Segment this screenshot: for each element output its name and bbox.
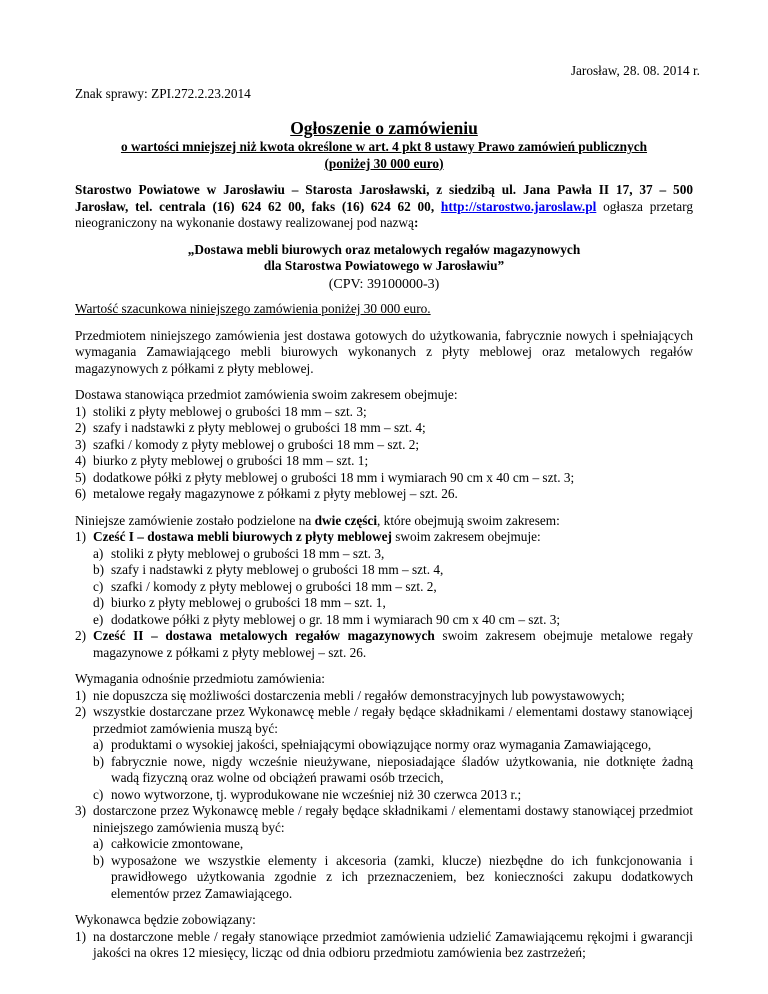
- intro-text: ogłasza przetarg nieograniczony na wykonanie dostawy realizowanej pod nazwą: [75, 198, 694, 230]
- list-item: [75, 470, 693, 487]
- item-letter: c): [93, 786, 104, 802]
- subtitle-line-1: o wartości mniejszej niż kwota określone w art. 4 pkt 8 ustawy Prawo zamówień publicznych: [120, 139, 648, 154]
- item-number: 4): [75, 453, 87, 468]
- requirements-section: [75, 671, 693, 902]
- parts-intro: [75, 513, 693, 530]
- item-text: fabrycznie nowe, nigdy wcześnie nieużywane, nieposiadające śladów użytkowania, nie dotknięte żadną wadą fizyczną oraz wolne od obciążeń prawami osób trzecich,: [111, 753, 693, 785]
- item-text: [93, 529, 693, 546]
- document-title: Ogłoszenie o zamówieniu: [290, 118, 478, 138]
- list-item: [75, 404, 693, 421]
- item-number: 1): [75, 403, 87, 419]
- item-text: nie dopuszcza się możliwości dostarczenia mebli / regałów demonstracyjnych lub powystawowych;: [93, 687, 625, 703]
- item-text: stoliki z płyty meblowej o grubości 18 mm – szt. 3,: [111, 545, 385, 561]
- item-text: produktami o wysokiej jakości, spełniającymi obowiązujące normy oraz wymagania Zamawiającego,: [111, 737, 652, 752]
- item-text: wyposażone we wszystkie elementy i akcesoria (zamki, klucze) niezbędne do ich funkcjonowania i prawidłowego użytkowania zgodnie z ich przeznaczeniem, bez konieczności zakupu dodatkowych elementów przez Zamawiającego.: [111, 852, 693, 901]
- order-name-line-2: dla Starostwa Powiatowego w Jarosławiu”: [263, 258, 505, 273]
- list-item: [93, 836, 693, 853]
- list-item: [75, 453, 693, 470]
- list-item: [75, 803, 693, 836]
- scope-intro: Dostawa stanowiąca przedmiot zamówienia swoim zakresem obejmuje:: [75, 387, 458, 402]
- item-letter: a): [93, 545, 104, 561]
- item-letter: a): [93, 737, 104, 752]
- part-1: [75, 529, 693, 546]
- item-letter: b): [93, 753, 105, 769]
- item-text: szafki / komody z płyty meblowej o grubości 18 mm – szt. 2;: [93, 436, 420, 452]
- case-number: Znak sprawy: ZPI.272.2.23.2014: [75, 86, 251, 101]
- item-letter: c): [93, 578, 104, 594]
- item-text: stoliki z płyty meblowej o grubości 18 mm – szt. 3;: [93, 403, 367, 419]
- place-date: Jarosław, 28. 08. 2014 r.: [570, 63, 700, 78]
- list-item: [75, 420, 693, 437]
- parts-intro-text: Niniejsze zamówienie zostało podzielone na: [75, 512, 315, 528]
- obligations-intro: Wykonawca będzie zobowiązany:: [75, 912, 256, 927]
- estimated-value: Wartość szacunkowa niniejszego zamówienia poniżej 30 000 euro.: [75, 301, 431, 316]
- item-text: biurko z płyty meblowej o grubości 18 mm – szt. 1;: [93, 453, 369, 468]
- order-name: [75, 242, 693, 275]
- list-item: [93, 579, 693, 596]
- item-text: wszystkie dostarczane przez Wykonawcę meble / regały będące składnikami / elementami dostawy stanowiącej przedmiot zamówienia muszą być:: [93, 704, 693, 736]
- item-letter: d): [93, 595, 105, 610]
- requirement-2-items: [75, 737, 693, 803]
- list-item: [75, 929, 693, 962]
- item-text: szafki / komody z płyty meblowej o grubości 18 mm – szt. 2,: [111, 578, 437, 594]
- list-item: [75, 437, 693, 454]
- intro-paragraph: [75, 182, 693, 232]
- parts-section: [75, 513, 693, 662]
- list-item: [75, 688, 693, 705]
- intro-organization: Starostwo Powiatowe w Jarosławiu – Starosta Jarosławski, z siedzibą ul. Jana Pawła II 17, 37 – 500 Jarosław, tel. centrala (16) 624 62 00, faks (16) 624 62 00,: [75, 182, 693, 214]
- item-number: 2): [75, 628, 87, 643]
- list-item: [75, 704, 693, 737]
- item-number: 1): [75, 928, 87, 944]
- website-link[interactable]: http://starostwo.jaroslaw.pl: [440, 198, 597, 214]
- item-text: całkowicie zmontowane,: [111, 836, 244, 851]
- item-number: 1): [75, 529, 87, 544]
- item-number: 6): [75, 486, 87, 501]
- list-item: [93, 612, 693, 629]
- list-item: [75, 486, 693, 503]
- part-1-items: [75, 546, 693, 629]
- item-number: 2): [75, 420, 87, 435]
- intro-colon: :: [413, 215, 419, 230]
- item-text: nowo wytworzone, tj. wyprodukowane nie wcześniej niż 30 czerwca 2013 r.;: [111, 786, 522, 802]
- part-2-title: Cześć II – dostawa metalowych regałów magazynowych: [93, 628, 435, 643]
- item-letter: b): [93, 562, 105, 577]
- requirement-3-items: [75, 836, 693, 902]
- list-item: [93, 787, 693, 804]
- item-text: [93, 628, 693, 661]
- order-name-line-1: „Dostawa mebli biurowych oraz metalowych regałów magazynowych: [187, 241, 581, 257]
- item-text: dostarczone przez Wykonawcę meble / regały będące składnikami / elementami dostawy stanowiącej przedmiot niniejszego zamówienia muszą być:: [93, 803, 693, 835]
- scope-section: [75, 387, 693, 503]
- list-item: [93, 853, 693, 903]
- item-text: dodatkowe półki z płyty meblowej o gr. 18 mm i wymiarach 90 cm x 40 cm – szt. 3;: [111, 611, 561, 627]
- item-number: 3): [75, 803, 87, 818]
- item-text: na dostarczone meble / regały stanowiące przedmiot zamówienia udzielić Zamawiającemu rękojmi i gwarancji jakości na okres 12 miesięcy, licząc od dnia odbioru przedmiotu zamówienia bez zastrzeżeń;: [93, 928, 693, 960]
- document-subtitle: [75, 139, 693, 172]
- list-item: [93, 546, 693, 563]
- requirements-intro: Wymagania odnośnie przedmiotu zamówienia:: [75, 671, 325, 686]
- document-body: [75, 118, 693, 972]
- item-number: 1): [75, 687, 87, 703]
- list-item: [93, 754, 693, 787]
- part-2: [75, 628, 693, 661]
- cpv-code: (CPV: 39100000-3): [328, 276, 440, 292]
- item-text: biurko z płyty meblowej o grubości 18 mm – szt. 1,: [111, 595, 386, 610]
- subtitle-line-2: (poniżej 30 000 euro): [324, 155, 444, 171]
- item-text: dodatkowe półki z płyty meblowej o grubości 18 mm i wymiarach 90 cm x 40 cm – szt. 3;: [93, 469, 575, 485]
- list-item: [93, 595, 693, 612]
- part-2-text: swoim zakresem obejmuje metalowe regały magazynowe z półkami z płyty meblowej – szt. 26.: [93, 628, 693, 660]
- item-letter: b): [93, 852, 105, 868]
- subject-paragraph: Przedmiotem niniejszego zamówienia jest dostawa gotowych do użytkowania, fabrycznie nowych i spełniających wymagania Zamawiającego mebli biurowych wykonanych z płyty meblowej oraz metalowych regałów magazynowych z półkami z płyty meblowej.: [75, 327, 693, 376]
- obligations-section: [75, 912, 693, 962]
- item-number: 2): [75, 704, 87, 719]
- list-item: [93, 737, 693, 754]
- item-text: metalowe regały magazynowe z półkami z płyty meblowej – szt. 26.: [93, 486, 458, 501]
- item-text: szafy i nadstawki z płyty meblowej o grubości 18 mm – szt. 4;: [93, 420, 426, 435]
- parts-intro-bold: dwie części: [314, 512, 378, 528]
- part-1-title: Cześć I – dostawa mebli biurowych z płyty meblowej: [93, 529, 392, 544]
- part-1-text: swoim zakresem obejmuje:: [391, 529, 541, 544]
- item-number: 5): [75, 469, 87, 485]
- item-number: 3): [75, 436, 87, 452]
- item-letter: e): [93, 611, 104, 627]
- parts-intro-tail: , które obejmują swoim zakresem:: [377, 512, 560, 528]
- list-item: [93, 562, 693, 579]
- item-letter: a): [93, 836, 104, 851]
- item-text: szafy i nadstawki z płyty meblowej o grubości 18 mm – szt. 4,: [111, 562, 444, 577]
